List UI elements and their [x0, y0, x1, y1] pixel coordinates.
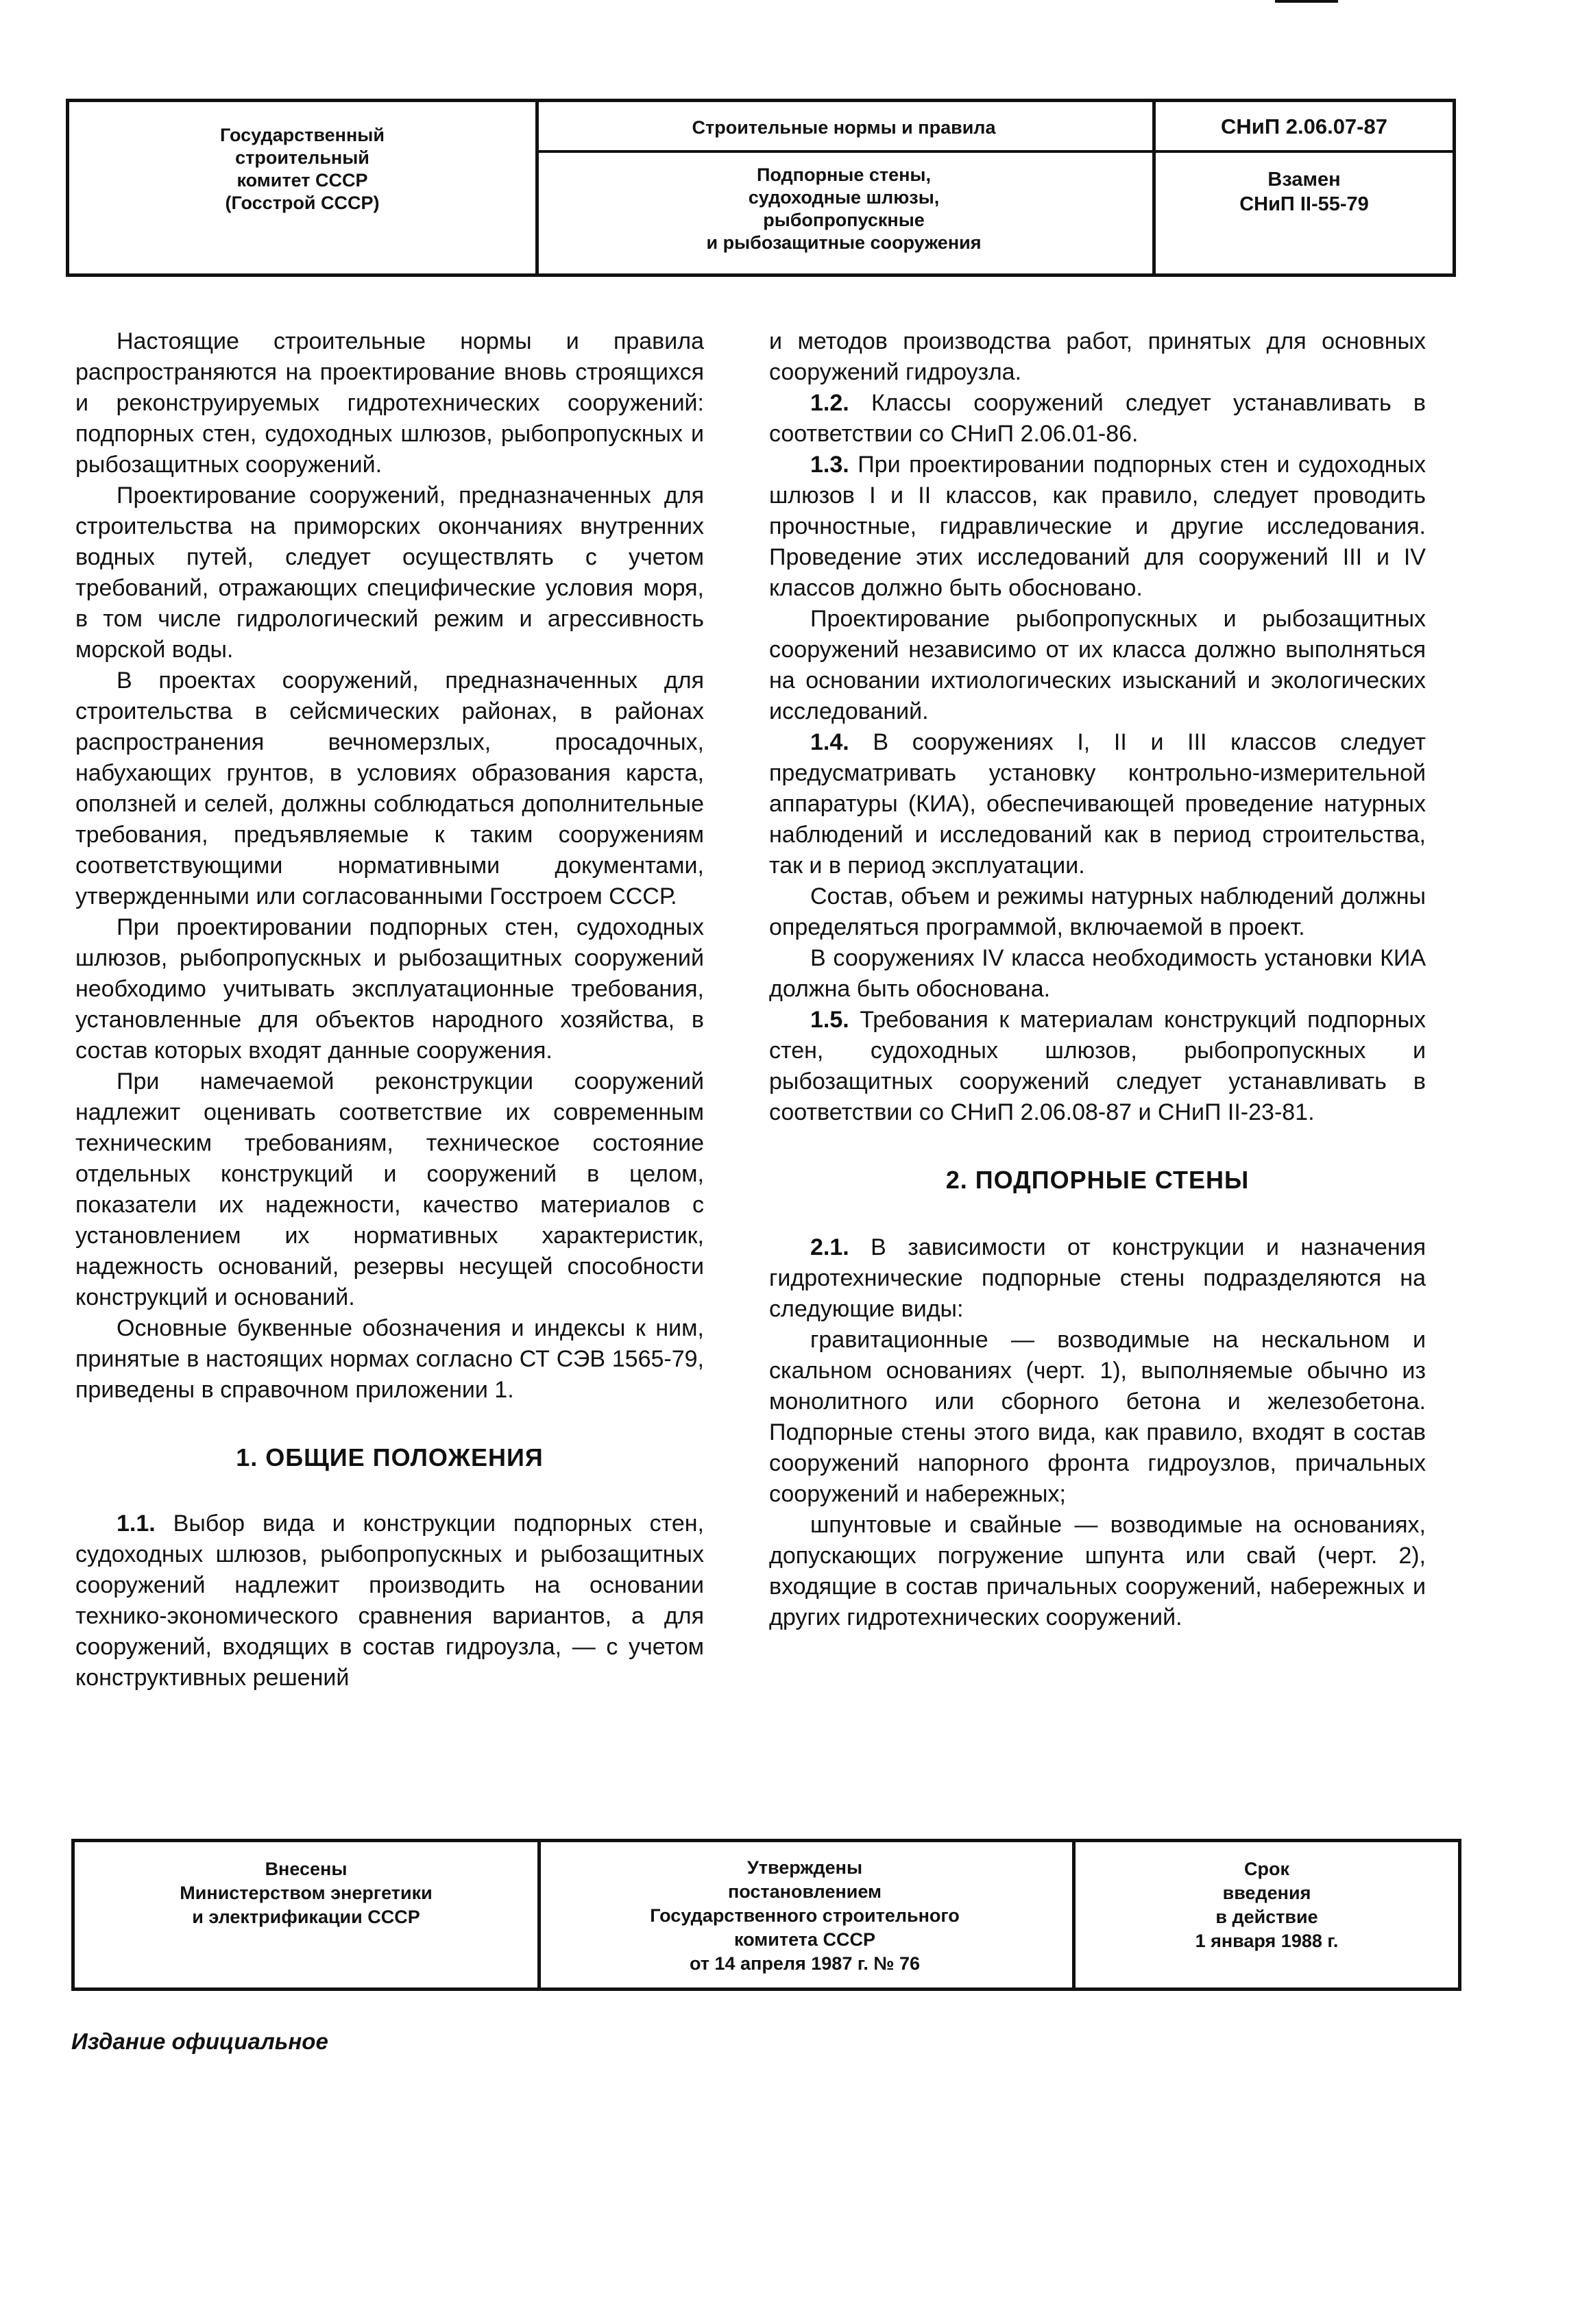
- clause-number: 1.3.: [810, 452, 849, 478]
- intro-paragraph: Проектирование сооружений, предназначенных для строительства на приморских окончаниях внутренних водных путей, следует осуществлять с учетом требований, отражающих специфические условия моря, в том числе гидрологический режим и агрессивность морской воды.: [75, 482, 704, 663]
- intro-paragraph: В проектах сооружений, предназначенных для строительства в сейсмических районах, в районах распространения вечномерзлых, просадочных, набухающих грунтов, в условиях образования карста, оползней и селей, должны соблюдаться дополнительные требования, предъявляемые к таким сооружениям соответствующими нормативными документами, утвержденными или согласованными Госстроем СССР.: [75, 668, 704, 909]
- intro-paragraph: Основные буквенные обозначения и индексы к ним, принятые в настоящих нормах согласно СТ СЭВ 1565-79, приведены в справочном приложении 1.: [75, 1315, 704, 1403]
- header-doc-title: Подпорные стены, судоходные шлюзы, рыбопропускные и рыбозащитные сооружения: [706, 164, 982, 253]
- header-doc-type: Строительные нормы и правила: [692, 117, 996, 138]
- clause-1-4-paragraph: Состав, объем и режимы натурных наблюдений должны определяться программой, включаемой в проект.: [769, 883, 1426, 940]
- clause-1-2: [769, 388, 1426, 450]
- clause-number: 1.2.: [810, 390, 849, 416]
- footer-approved: Утверждены постановлением Государственного строительного комитета СССР от 14 апреля 1987 г. № 76: [650, 1857, 960, 1974]
- clause-2-1-paragraph: гравитационные — возводимые на нескальном и скальном основаниях (черт. 1), выполняемые обычно из монолитного или сборного бетона и железобетона. Подпорные стены этого вида, как правило, входят в состав сооружений напорного фронта гидроузлов, причальных сооружений и набережных;: [769, 1327, 1426, 1507]
- clause-number: 1.4.: [810, 729, 849, 755]
- left-column: [75, 326, 704, 1693]
- intro-paragraph: При проектировании подпорных стен, судоходных шлюзов, рыбопропускных и рыбозащитных сооружений необходимо учитывать эксплуатационные требования, установленные для объектов народного хозяйства, в состав которых входят данные сооружения.: [75, 914, 704, 1064]
- header-table: [66, 99, 1456, 277]
- clause-1-3-paragraph: Проектирование рыбопропускных и рыбозащитных сооружений независимо от их класса должно выполняться на основании ихтиологических изысканий и экологических исследований.: [769, 606, 1426, 724]
- header-code: СНиП 2.06.07-87: [1221, 114, 1387, 138]
- header-authority-cell: [69, 102, 539, 273]
- section-2-title: 2. ПОДПОРНЫЕ СТЕНЫ: [945, 1166, 1250, 1194]
- clause-text: В зависимости от конструкции и назначения гидротехнические подпорные стены подразделяются на следующие виды:: [769, 1234, 1426, 1322]
- clause-1-4-paragraph: В сооружениях IV класса необходимость установки КИА должна быть обоснована.: [769, 945, 1426, 1002]
- clause-number: 1.5.: [810, 1007, 849, 1033]
- clause-text: Классы сооружений следует устанавливать в соответствии со СНиП 2.06.01-86.: [769, 390, 1426, 447]
- clause-number: 2.1.: [810, 1234, 849, 1260]
- clause-text: При проектировании подпорных стен и судоходных шлюзов I и II классов, как правило, следует проводить прочностные, гидравлические и другие исследования. Проведение этих исследований для сооружений III и IV классов должно быть обосновано.: [769, 452, 1426, 601]
- footer-submitted-cell: [75, 1842, 541, 1987]
- header-code-cell: [1156, 102, 1453, 273]
- clause-1-4: [769, 727, 1426, 881]
- clause-number: 1.1.: [117, 1510, 156, 1537]
- footer-effective-cell: [1076, 1842, 1458, 1987]
- clause-1-1-continued: и методов производства работ, принятых для основных сооружений гидроузла.: [769, 328, 1426, 385]
- footer-table: [71, 1839, 1461, 1991]
- clause-1-3: [769, 450, 1426, 604]
- header-replaces: Взамен СНиП II-55-79: [1239, 169, 1369, 215]
- right-column: [769, 326, 1426, 1633]
- section-1-title: 1. ОБЩИЕ ПОЛОЖЕНИЯ: [236, 1443, 544, 1471]
- clause-text: В сооружениях I, II и III классов следует предусматривать установку контрольно-измерительной аппаратуры (КИА), обеспечивающей проведение натурных наблюдений и исследований как в период строительства, так и в период эксплуатации.: [769, 729, 1426, 879]
- footer-submitted: Внесены Министерством энергетики и электрификации СССР: [180, 1859, 433, 1927]
- top-edge-mark: [1275, 0, 1338, 3]
- clause-2-1-paragraph: шпунтовые и свайные — возводимые на основаниях, допускающих погружение шпунта или свай (черт. 2), входящие в состав причальных сооружений, набережных и других гидротехнических сооружений.: [769, 1512, 1426, 1630]
- footer-approved-cell: [537, 1842, 1076, 1987]
- header-title-cell: [535, 102, 1156, 273]
- footer-effective: Срок введения в действие 1 января 1988 г.: [1195, 1859, 1339, 1951]
- intro-paragraph: При намечаемой реконструкции сооружений надлежит оценивать соответствие их современным техническим требованиям, техническое состояние отдельных конструкций и сооружений в целом, показатели их надежности, качество материалов с установлением их нормативных характеристик, надежность оснований, резервы несущей способности конструкций и оснований.: [75, 1068, 704, 1310]
- intro-paragraph: Настоящие строительные нормы и правила распространяются на проектирование вновь строящихся и реконструируемых гидротехнических сооружений: подпорных стен, судоходных шлюзов, рыбопропускных и рыбозащитных сооружений.: [75, 328, 704, 478]
- clause-2-1: [769, 1232, 1426, 1325]
- header-authority: Государственный строительный комитет СССР (Госстрой СССР): [220, 125, 385, 213]
- clause-text: Выбор вида и конструкции подпорных стен, судоходных шлюзов, рыбопропускных и рыбозащитных сооружений надлежит производить на основании технико-экономического сравнения вариантов, а для сооружений, входящих в состав гидроузла, — с учетом конструктивных решений: [75, 1510, 704, 1691]
- clause-1-5: [769, 1005, 1426, 1128]
- edition-note: Издание официальное: [71, 2029, 328, 2054]
- clause-1-1: [75, 1508, 704, 1693]
- clause-text: Требования к материалам конструкций подпорных стен, судоходных шлюзов, рыбопропускных и рыбозащитных сооружений следует устанавливать в соответствии со СНиП 2.06.08-87 и СНиП II-23-81.: [769, 1007, 1426, 1125]
